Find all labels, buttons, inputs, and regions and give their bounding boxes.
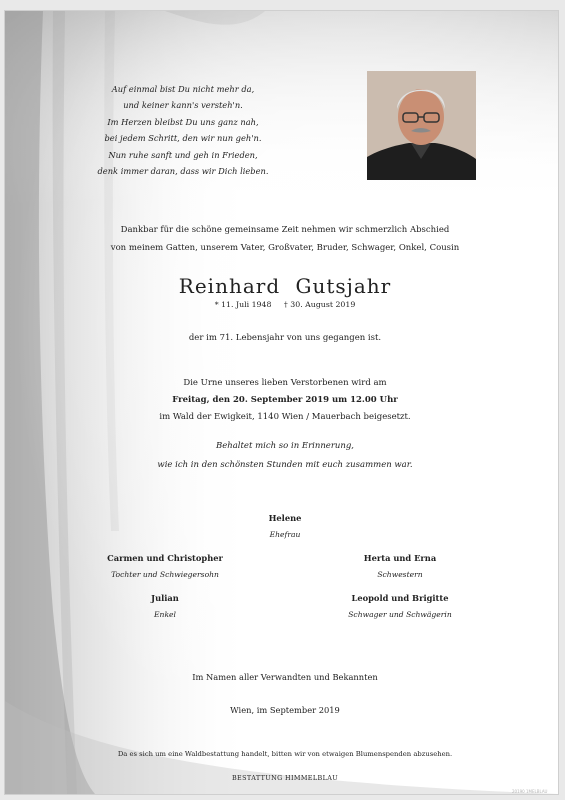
funeral-location: im Wald der Ewigkeit, 1140 Wien / Mauerbach beigesetzt. xyxy=(159,412,411,422)
deceased-name: Reinhard Gutsjahr xyxy=(178,274,392,298)
mourner-name: Julian xyxy=(151,593,179,603)
flower-note: Da es sich um eine Waldbestattung handelt, bitten wir von etwaigen Blumenspenden abzusehen. xyxy=(117,750,453,758)
intro-line: von meinem Gatten, unserem Vater, Großvater, Bruder, Schwager, Onkel, Cousin xyxy=(110,243,460,253)
quote-line: Behaltet mich so in Erinnerung, xyxy=(215,441,354,451)
age-statement: der im 71. Lebensjahr von uns gegangen ist. xyxy=(188,333,382,343)
death-date: † 30. August 2019 xyxy=(283,300,356,309)
obituary-page xyxy=(4,10,559,795)
poem xyxy=(83,81,283,179)
print-code: 20190 1MELBLAU xyxy=(512,789,548,794)
poem-line: bei jedem Schritt, den wir nun geh'n. xyxy=(104,133,262,144)
mourner-role: Ehefrau xyxy=(269,530,301,539)
mourner-role: Schwestern xyxy=(377,570,423,579)
mourner-role: Schwager und Schwägerin xyxy=(348,610,452,619)
quote-line: wie ich in den schönsten Stunden mit euch zusammen war. xyxy=(157,460,413,470)
farewell-intro xyxy=(45,221,525,257)
funeral-company: BESTATTUNG HIMMELBLAU xyxy=(231,774,339,782)
intro-line: Dankbar für die schöne gemeinsame Zeit nehmen wir schmerzlich Abschied xyxy=(120,225,450,235)
funeral-info xyxy=(45,375,525,426)
poem-line: und keiner kann's versteh'n. xyxy=(123,100,243,111)
mourner-name: Leopold und Brigitte xyxy=(351,593,449,603)
funeral-line: Die Urne unseres lieben Verstorbenen wird am xyxy=(183,378,387,388)
place-date: Wien, im September 2019 xyxy=(230,705,340,715)
funeral-date: Freitag, den 20. September 2019 um 12.00 Uhr xyxy=(172,395,398,405)
life-dates xyxy=(45,300,525,309)
mourner-role: Tochter und Schwiegersohn xyxy=(111,570,219,579)
mourner-role: Enkel xyxy=(154,610,176,619)
mourner-name: Helene xyxy=(268,513,302,523)
mourner-name: Carmen und Christopher xyxy=(107,553,223,563)
poem-line: denk immer daran, dass wir Dich lieben. xyxy=(97,166,269,177)
relatives-line: Im Namen aller Verwandten und Bekannten xyxy=(192,672,378,682)
memorial-quote xyxy=(45,437,525,475)
mourner-name: Herta und Erna xyxy=(363,553,437,563)
poem-line: Im Herzen bleibst Du uns ganz nah, xyxy=(107,116,259,127)
poem-line: Auf einmal bist Du nicht mehr da, xyxy=(111,84,255,94)
portrait-photo xyxy=(367,71,476,180)
poem-line: Nun ruhe sanft und geh in Frieden, xyxy=(108,149,258,160)
birth-date: * 11. Juli 1948 xyxy=(214,300,272,309)
